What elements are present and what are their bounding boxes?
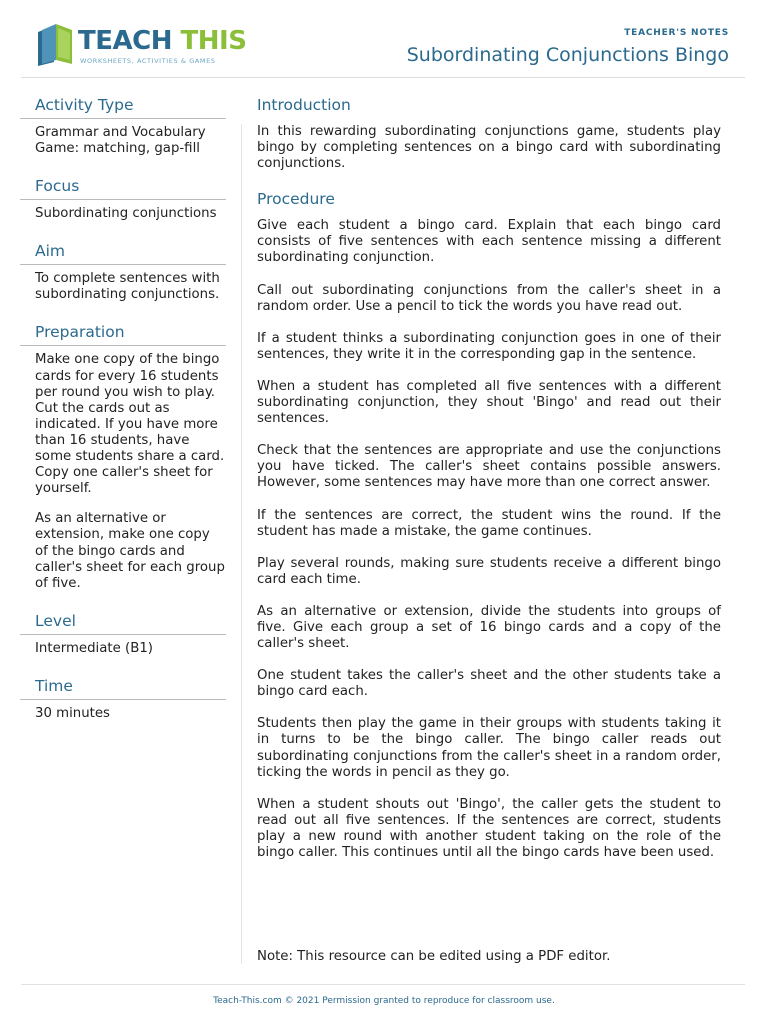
introduction-heading: Introduction: [257, 96, 351, 114]
procedure-paragraph: If a student thinks a subordinating conjunction goes in one of their sentences, they write it in the corresponding gap in the sentence.: [257, 330, 721, 362]
aim-heading: Aim: [20, 240, 226, 265]
procedure-paragraph: Give each student a bingo card. Explain that each bingo card consists of five sentences with each sentence missing a different subordinating conjunction.: [257, 218, 721, 266]
column-divider: [241, 124, 242, 964]
activity-type-heading: Activity Type: [20, 94, 226, 119]
procedure-paragraph: As an alternative or extension, divide the students into groups of five. Give each group a set of 16 bingo cards and a copy of the caller's sheet.: [257, 603, 721, 652]
page-header: [0, 0, 768, 78]
header-divider: [21, 77, 745, 78]
time-text: 30 minutes: [35, 705, 110, 721]
aim-text: To complete sentences with subordinating conjunctions.: [35, 271, 220, 303]
sidebar: [20, 94, 226, 740]
focus-text: Subordinating conjunctions: [35, 206, 217, 222]
level-text: Intermediate (B1): [35, 640, 153, 656]
preparation-paragraph: Make one copy of the bingo cards for every 16 students per round you wish to play. Cut the cards out as indicated. If you have more than 16 students, have some students share a card. Copy one caller's sheet for yourself.: [35, 352, 225, 497]
logo-this: THIS: [180, 26, 247, 56]
logo-tagline: WORKSHEETS, ACTIVITIES & GAMES: [80, 57, 216, 65]
time-heading: Time: [20, 675, 226, 700]
procedure-paragraph: Call out subordinating conjunctions from the caller's sheet in a random order. Use a pencil to tick the words you have read out.: [257, 282, 721, 314]
aim-section: [20, 240, 226, 303]
procedure-paragraph: Students then play the game in their groups with students taking it in turns to be the bingo caller. The bingo caller reads out subordinating conjunctions from the caller's sheet in a random order, ticking the words in pencil as they go.: [257, 716, 721, 780]
introduction-section: [257, 94, 721, 172]
procedure-paragraph: One student takes the caller's sheet and the other students take a bingo card each.: [257, 668, 721, 700]
focus-section: [20, 175, 226, 222]
main-content: [257, 94, 721, 877]
level-section: [20, 610, 226, 657]
activity-type-section: [20, 94, 226, 157]
pdf-editor-note: Note: This resource can be edited using a PDF editor.: [257, 949, 611, 964]
procedure-paragraph: If the sentences are correct, the student wins the round. If the student has made a mistake, the game continues.: [257, 507, 721, 539]
time-section: [20, 675, 226, 722]
procedure-paragraph: Play several rounds, making sure students receive a different bingo card each time.: [257, 555, 721, 587]
procedure-paragraph: When a student shouts out 'Bingo', the caller gets the student to read out all five sentences. If the sentences are correct, students play a new round with another student taking on the role of the bingo caller. This continues until all the bingo cards have been used.: [257, 796, 721, 860]
activity-type-text: Grammar and Vocabulary Game: matching, gap-fill: [35, 125, 206, 157]
procedure-paragraph: Check that the sentences are appropriate and use the conjunctions you have ticked. The caller's sheet contains possible answers. However, some sentences may have more than one correct answer.: [257, 443, 721, 491]
book-icon: [36, 22, 76, 66]
focus-heading: Focus: [20, 175, 226, 200]
level-heading: Level: [20, 610, 226, 635]
procedure-heading: Procedure: [257, 190, 335, 209]
copyright-footer[interactable]: Teach-This.com © 2021 Permission granted to reproduce for classroom use.: [213, 996, 555, 1006]
preparation-section: [20, 321, 226, 591]
procedure-section: [257, 188, 721, 861]
preparation-paragraph: As an alternative or extension, make one copy of the bingo cards and caller's sheet for each group of five.: [35, 511, 225, 591]
teachers-notes-label: TEACHER'S NOTES: [624, 28, 729, 38]
introduction-text: In this rewarding subordinating conjunctions game, students play bingo by completing sentences on a bingo card with subordinating conjunctions.: [257, 124, 721, 172]
logo-wordmark: [78, 26, 246, 56]
teach-this-logo[interactable]: [36, 22, 247, 70]
logo-teach: TEACH: [78, 26, 172, 56]
preparation-heading: Preparation: [20, 321, 226, 346]
footer-divider: [21, 984, 745, 985]
procedure-paragraph: When a student has completed all five sentences with a different subordinating conjunction, they shout 'Bingo' and read out their sentences.: [257, 378, 721, 427]
page-title: Subordinating Conjunctions Bingo: [406, 44, 729, 66]
